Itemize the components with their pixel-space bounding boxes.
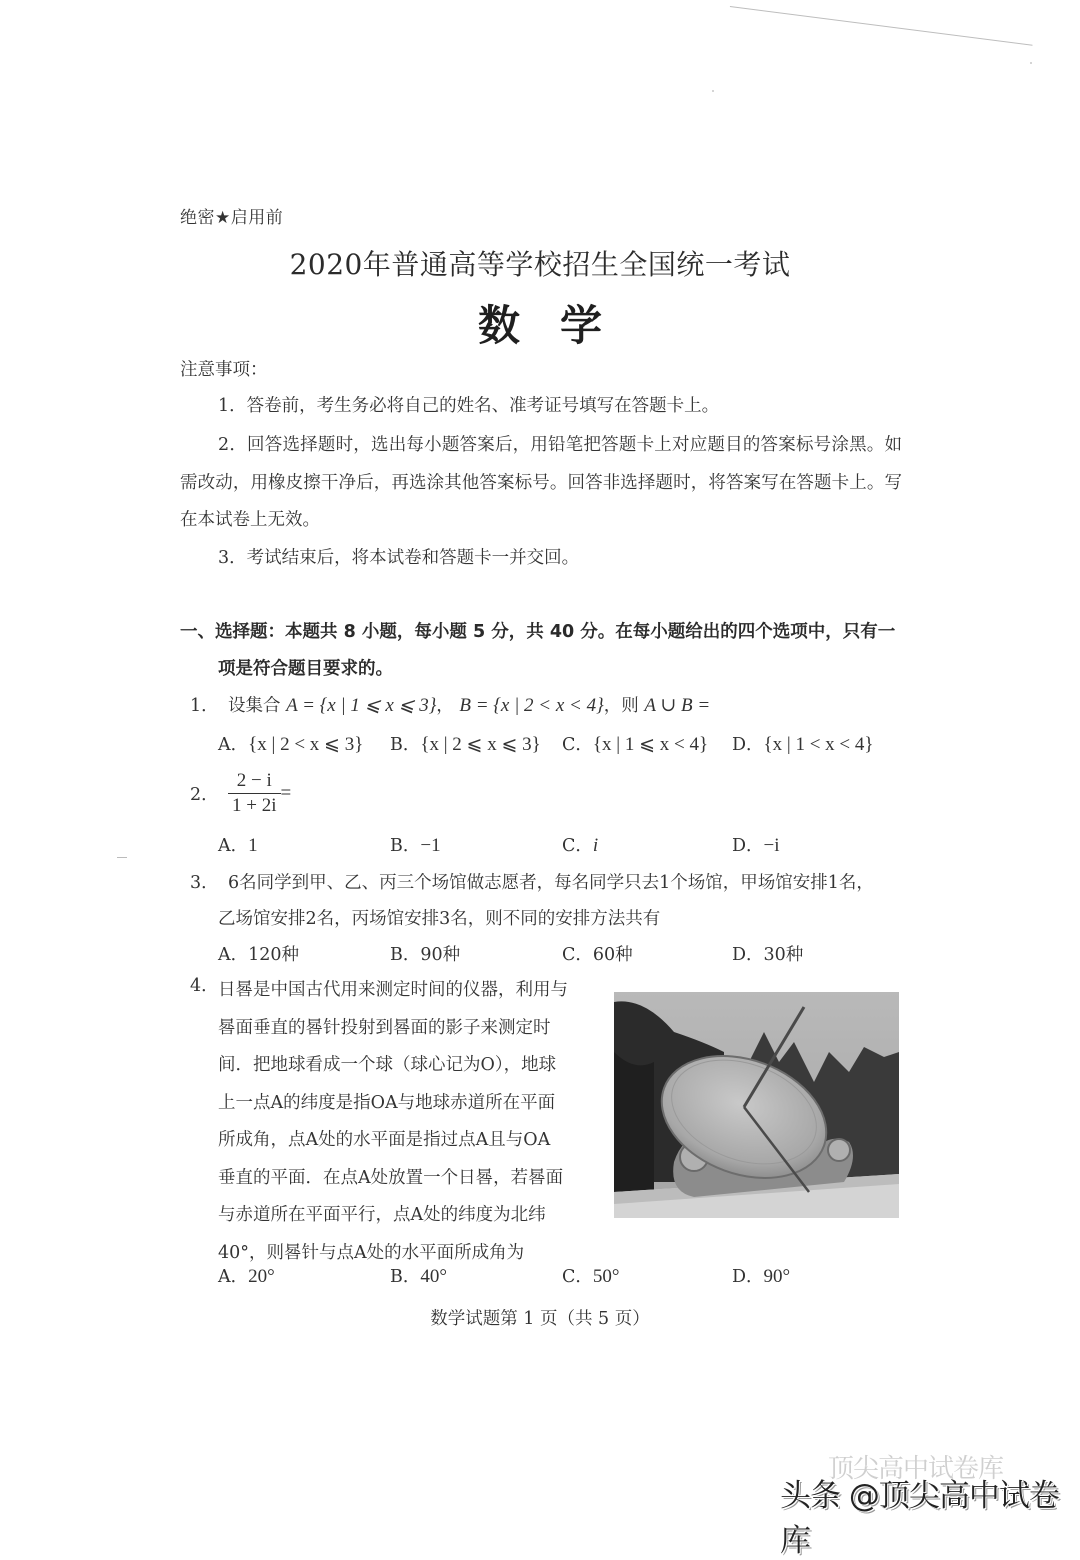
option-a <box>218 731 363 756</box>
option-c <box>562 1263 620 1288</box>
question-2 <box>190 770 291 817</box>
option-text: 1 <box>248 835 258 856</box>
option-text: 120种 <box>248 945 300 965</box>
question-4-line: 与赤道所在平面平行，点A处的纬度为北纬 <box>218 1205 546 1225</box>
option-label: A． <box>218 1267 249 1287</box>
option-label: D． <box>732 1267 764 1287</box>
option-b <box>390 1263 447 1288</box>
watermark-ghost: 顶尖高中试卷库 <box>828 1454 1004 1484</box>
option-label: A． <box>218 735 249 755</box>
set-b-definition: B = {x | 2 < x < 4} <box>459 695 604 716</box>
question-4-line: 所成角，点A处的水平面是指过点A且与OA <box>218 1130 551 1150</box>
option-label: B． <box>390 836 421 856</box>
exam-title: 2020年普通高等学校招生全国统一考试 <box>289 248 791 281</box>
option-text: −1 <box>420 835 441 856</box>
option-text: 60种 <box>592 945 633 965</box>
option-label: A． <box>218 945 249 965</box>
question-4-number: 4． <box>190 976 219 996</box>
question-number: 2． <box>190 785 219 805</box>
option-text: i <box>592 835 599 856</box>
option-text: 30种 <box>763 945 804 965</box>
question-stem-suffix: ，则 <box>603 696 639 716</box>
option-a <box>218 1263 275 1288</box>
question-1 <box>190 692 710 717</box>
question-3-line-2: 乙场馆安排2名，丙场馆安排3名，则不同的安排方法共有 <box>218 909 661 929</box>
option-text: {x | 2 ⩽ x ⩽ 3} <box>420 734 541 755</box>
scan-artifact-line <box>730 6 1033 46</box>
question-4-line: 40°，则晷针与点A处的水平面所成角为 <box>218 1242 525 1263</box>
option-label: D． <box>732 836 764 856</box>
option-text: 50° <box>592 1266 620 1287</box>
question-number: 1． <box>190 696 219 716</box>
separator: ， <box>436 696 454 716</box>
question-4-line: 日晷是中国古代用来测定时间的仪器，利用与 <box>218 980 568 1000</box>
scan-dash <box>117 857 127 858</box>
option-label: C． <box>562 945 593 965</box>
sundial-image <box>614 992 899 1218</box>
option-text: {x | 1 < x < 4} <box>763 734 874 755</box>
option-label: C． <box>562 735 593 755</box>
option-text: 20° <box>248 1266 275 1287</box>
option-c <box>562 832 598 857</box>
equals-sign: = <box>280 782 292 804</box>
option-text: {x | 1 ⩽ x < 4} <box>592 734 709 755</box>
option-b <box>390 941 460 966</box>
option-label: B． <box>390 945 421 965</box>
option-d <box>732 941 803 966</box>
union-expression: A ∪ B = <box>644 695 711 716</box>
question-4-line: 间．把地球看成一个球（球心记为O），地球 <box>218 1055 557 1075</box>
question-4-text <box>218 972 600 1272</box>
notice-item-3: 3．考试结束后，将本试卷和答题卡一并交回。 <box>218 548 580 568</box>
question-4-line: 垂直的平面．在点A处放置一个日晷，若晷面 <box>218 1167 564 1188</box>
option-c <box>562 941 633 966</box>
watermark: 头条 @顶尖高中试卷库 <box>780 1478 1059 1559</box>
question-number: 3． <box>190 873 219 893</box>
set-a-definition: A = {x | 1 ⩽ x ⩽ 3} <box>286 695 437 716</box>
question-4-line: 上一点A的纬度是指OA与地球赤道所在平面 <box>218 1092 556 1113</box>
option-label: D． <box>732 735 764 755</box>
fraction-denominator: 1 + 2i <box>232 795 277 816</box>
fraction-numerator: 2 − i <box>228 770 281 794</box>
fraction <box>228 770 281 817</box>
scan-speck <box>1030 62 1032 64</box>
option-text: {x | 2 < x ⩽ 3} <box>248 734 364 755</box>
sundial-photo <box>614 992 899 1218</box>
option-text: 90° <box>763 1266 791 1287</box>
option-b <box>390 731 541 756</box>
scan-speck <box>712 90 714 92</box>
subject-title: 数学 <box>477 301 642 350</box>
option-label: B． <box>390 735 421 755</box>
option-label: B． <box>390 1267 421 1287</box>
option-a <box>218 832 258 857</box>
question-4-line: 晷面垂直的晷针投射到晷面的影子来测定时 <box>218 1017 551 1038</box>
question-stem-prefix: 设集合 <box>228 696 281 716</box>
question-3 <box>190 869 874 894</box>
page-footer: 数学试题第 1 页（共 5 页） <box>430 1309 650 1329</box>
confidential-label: 绝密★启用前 <box>180 208 284 228</box>
option-d <box>732 832 780 857</box>
notice-item-2: 2．回答选择题时，选出每小题答案后，用铅笔把答题卡上对应题目的答案标号涂黑。如需改动，用橡皮擦干净后，再选涂其他答案标号。回答非选择题时，将答案写在答题卡上。写在本试卷上无效。 <box>180 435 902 530</box>
option-c <box>562 731 708 756</box>
option-label: D． <box>732 945 764 965</box>
section-heading: 一、选择题：本题共 8 小题，每小题 5 分，共 40 分。在每小题给出的四个选项中，只有一项是符合题目要求的。 <box>180 622 896 679</box>
option-d <box>732 1263 790 1288</box>
notice-item-1: 1．答卷前，考生务必将自己的姓名、准考证号填写在答题卡上。 <box>218 396 720 416</box>
question-line-1: 6名同学到甲、乙、丙三个场馆做志愿者，每名同学只去1个场馆，甲场馆安排1名， <box>228 873 874 893</box>
option-a <box>218 941 299 966</box>
option-label: C． <box>562 1267 593 1287</box>
option-b <box>390 832 441 857</box>
option-text: 40° <box>420 1266 447 1287</box>
option-label: C． <box>562 836 593 856</box>
option-label: A． <box>218 836 249 856</box>
option-text: −i <box>763 835 780 856</box>
notice-heading: 注意事项： <box>180 360 268 380</box>
option-d <box>732 731 874 756</box>
option-text: 90种 <box>420 945 461 965</box>
